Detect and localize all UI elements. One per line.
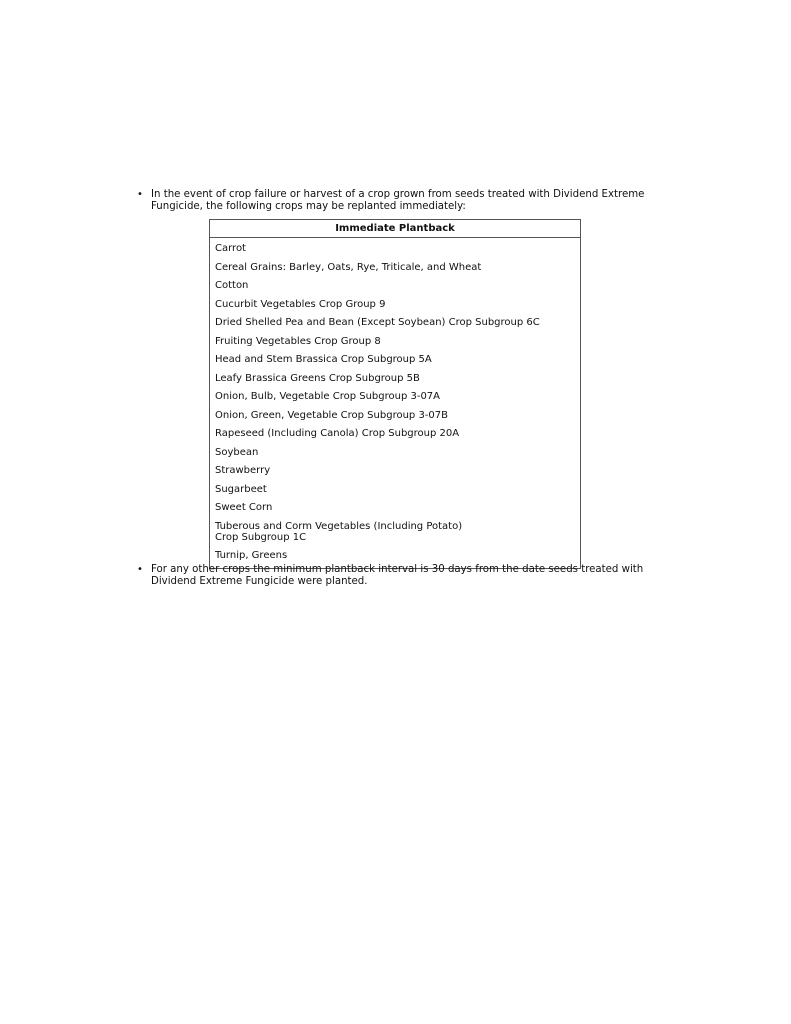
table-row: [215, 314, 580, 333]
table-cell-line: Leafy Brassica Greens Crop Subgroup 5B: [215, 372, 420, 384]
table-cell-line: Rapeseed (Including Canola) Crop Subgroup 20A: [215, 428, 460, 439]
table-row: [215, 370, 580, 389]
table-cell-line: Soybean: [215, 446, 259, 458]
bullet-marker: •: [137, 564, 143, 575]
table-row: [215, 444, 580, 463]
table-cell-line: Cotton: [215, 280, 249, 291]
table-row: [215, 481, 580, 500]
table-cell-line: Crop Subgroup 1C: [215, 531, 307, 543]
table-header: Immediate Plantback: [210, 220, 580, 238]
table-cell-line: Fruiting Vegetables Crop Group 8: [215, 335, 381, 347]
table-cell-line: Sugarbeet: [215, 483, 267, 495]
table-cell-line: Onion, Green, Vegetable Crop Subgroup 3-07B: [215, 409, 448, 421]
bullet-text: For any other crops the minimum plantback interval is 30 days from the date seeds treated with Dividend Extreme Fungicide were planted.: [151, 564, 644, 587]
table-row: [215, 547, 580, 566]
table-row: [215, 333, 580, 352]
table-row: [215, 277, 580, 296]
table-cell-line: Turnip, Greens: [215, 550, 288, 561]
table-row: [215, 259, 580, 278]
table-cell-line: Carrot: [215, 243, 246, 254]
table-cell-line: Dried Shelled Pea and Bean (Except Soybean) Crop Subgroup 6C: [215, 317, 540, 328]
table-row: [215, 462, 580, 481]
bullet-replant-immediately: [137, 189, 677, 213]
table-cell-line: Tuberous and Corm Vegetables (Including Potato): [215, 520, 463, 532]
bullet-text: In the event of crop failure or harvest of a crop grown from seeds treated with Dividend Extreme Fungicide, the following crops may be replanted immediately:: [151, 189, 645, 212]
table-row: [215, 296, 580, 315]
table-cell-line: Onion, Bulb, Vegetable Crop Subgroup 3-07A: [215, 391, 441, 402]
immediate-plantback-table: [209, 219, 581, 569]
table-row: [215, 499, 580, 518]
table-row: [215, 518, 580, 548]
table-row: [215, 425, 580, 444]
table-cell-line: Head and Stem Brassica Crop Subgroup 5A: [215, 354, 432, 365]
table-row: [215, 240, 580, 259]
table-body: [210, 238, 580, 568]
table-cell-line: Sweet Corn: [215, 502, 273, 513]
table-cell-line: Strawberry: [215, 465, 271, 476]
table-row: [215, 388, 580, 407]
bullet-plantback-interval: [137, 564, 677, 588]
bullet-marker: •: [137, 189, 143, 200]
table-cell-line: Cereal Grains: Barley, Oats, Rye, Triticale, and Wheat: [215, 261, 482, 273]
table-row: [215, 351, 580, 370]
table-row: [215, 407, 580, 426]
table-cell-line: Cucurbit Vegetables Crop Group 9: [215, 298, 386, 310]
